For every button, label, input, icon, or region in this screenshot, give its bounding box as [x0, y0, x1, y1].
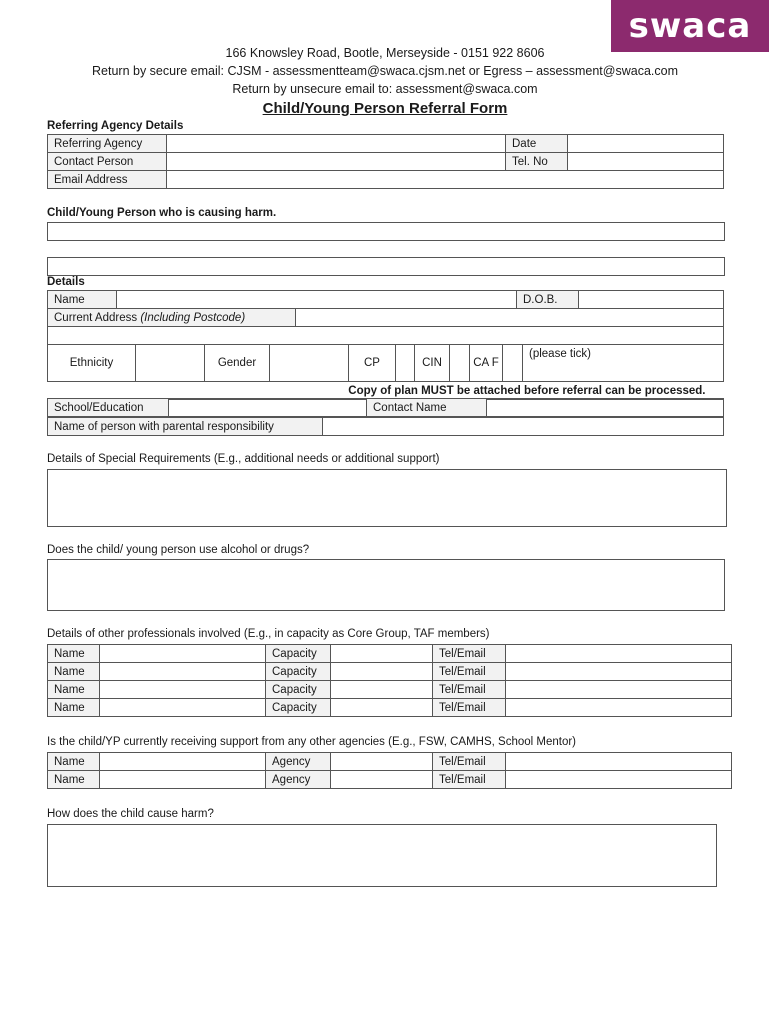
address-field-2[interactable] [48, 327, 724, 345]
contact-name-field[interactable] [487, 399, 724, 417]
details-heading: Details [47, 276, 85, 288]
prof-capacity-label: Capacity [266, 681, 331, 699]
harm-textarea[interactable] [47, 824, 717, 887]
address-line: 166 Knowsley Road, Bootle, Merseyside - 0151 922 8606 [225, 46, 545, 60]
prof-name-label: Name [48, 699, 100, 717]
harm-label: How does the child cause harm? [47, 808, 214, 820]
unsecure-email-line: Return by unsecure email to: assessment@swaca.com [232, 82, 538, 96]
prof-tel-field[interactable] [506, 663, 732, 681]
professional-row [48, 663, 732, 681]
prof-tel-label: Tel/Email [433, 681, 506, 699]
tel-field[interactable] [568, 153, 724, 171]
name-field[interactable] [117, 291, 517, 309]
prof-capacity-label: Capacity [266, 645, 331, 663]
prof-tel-field[interactable] [506, 699, 732, 717]
tel-label: Tel. No [506, 153, 568, 171]
cp-label: CP [349, 345, 396, 382]
agency-name-label: Name [48, 771, 100, 789]
referring-heading: Referring Agency Details [47, 120, 184, 132]
caf-label: CA F [470, 345, 503, 382]
address-hint: (Including Postcode) [140, 311, 246, 324]
parent-field[interactable] [323, 418, 724, 436]
gender-label: Gender [205, 345, 270, 382]
agency-label: Agency [266, 753, 331, 771]
agency-tel-label: Tel/Email [433, 753, 506, 771]
dob-label: D.O.B. [517, 291, 579, 309]
email-field[interactable] [167, 171, 724, 189]
school-field[interactable] [169, 399, 367, 417]
details-name-table [47, 290, 724, 309]
alcohol-textarea[interactable] [47, 559, 725, 611]
prof-name-field[interactable] [100, 645, 266, 663]
parent-label: Name of person with parental responsibility [48, 418, 323, 436]
school-label: School/Education [48, 399, 169, 417]
secure-email-line: Return by secure email: CJSM - assessmentteam@swaca.cjsm.net or Egress – assessment@swaca.com [92, 64, 678, 78]
prof-tel-label: Tel/Email [433, 645, 506, 663]
agencies-table [47, 752, 732, 789]
caf-checkbox[interactable] [503, 345, 523, 382]
plan-note: Copy of plan MUST be attached before referral can be processed. [48, 382, 724, 400]
address-label-text: Current Address [54, 311, 138, 324]
prof-capacity-label: Capacity [266, 699, 331, 717]
harm-person-field-1[interactable] [47, 222, 725, 241]
prof-name-label: Name [48, 645, 100, 663]
parent-table [47, 417, 724, 436]
prof-name-field[interactable] [100, 663, 266, 681]
professional-row [48, 645, 732, 663]
agency-name-field[interactable] [100, 753, 266, 771]
form-title: Child/Young Person Referral Form [262, 100, 508, 117]
contact-person-label: Contact Person [48, 153, 167, 171]
prof-name-label: Name [48, 663, 100, 681]
prof-capacity-field[interactable] [331, 681, 433, 699]
prof-capacity-field[interactable] [331, 663, 433, 681]
professional-row [48, 699, 732, 717]
date-label: Date [506, 135, 568, 153]
prof-capacity-label: Capacity [266, 663, 331, 681]
special-label: Details of Special Requirements (E.g., additional needs or additional support) [47, 453, 440, 465]
prof-tel-field[interactable] [506, 681, 732, 699]
ethnicity-table [47, 344, 724, 400]
alcohol-label: Does the child/ young person use alcohol or drugs? [47, 544, 310, 556]
prof-capacity-field[interactable] [331, 699, 433, 717]
prof-tel-field[interactable] [506, 645, 732, 663]
school-table [47, 398, 724, 417]
cin-checkbox[interactable] [450, 345, 470, 382]
harm-person-field-2[interactable] [47, 257, 725, 276]
address-label [48, 309, 296, 327]
swaca-logo: swaca [611, 0, 769, 52]
agency-row [48, 753, 732, 771]
agencies-label: Is the child/YP currently receiving support from any other agencies (E.g., FSW, CAMHS, School Mentor) [47, 736, 577, 748]
dob-field[interactable] [579, 291, 724, 309]
agency-tel-field[interactable] [506, 753, 732, 771]
contact-person-field[interactable] [167, 153, 506, 171]
agency-field[interactable] [331, 771, 433, 789]
referring-agency-field[interactable] [167, 135, 506, 153]
cp-checkbox[interactable] [396, 345, 415, 382]
details-address-table [47, 308, 724, 345]
prof-name-field[interactable] [100, 681, 266, 699]
ethnicity-label: Ethnicity [48, 345, 136, 382]
cin-label: CIN [415, 345, 450, 382]
agency-row [48, 771, 732, 789]
email-label: Email Address [48, 171, 167, 189]
prof-name-field[interactable] [100, 699, 266, 717]
contact-name-label: Contact Name [367, 399, 487, 417]
special-textarea[interactable] [47, 469, 727, 527]
agency-field[interactable] [331, 753, 433, 771]
agency-label: Agency [266, 771, 331, 789]
ethnicity-field[interactable] [136, 345, 205, 382]
gender-field[interactable] [270, 345, 349, 382]
agency-name-label: Name [48, 753, 100, 771]
please-tick-label: (please tick) [523, 345, 724, 382]
professionals-label: Details of other professionals involved (E.g., in capacity as Core Group, TAF members) [47, 628, 490, 640]
prof-tel-label: Tel/Email [433, 699, 506, 717]
professionals-table [47, 644, 732, 717]
agency-tel-field[interactable] [506, 771, 732, 789]
prof-name-label: Name [48, 681, 100, 699]
prof-tel-label: Tel/Email [433, 663, 506, 681]
name-label: Name [48, 291, 117, 309]
date-field[interactable] [568, 135, 724, 153]
referring-table [47, 134, 724, 189]
address-field[interactable] [296, 309, 724, 327]
prof-capacity-field[interactable] [331, 645, 433, 663]
agency-tel-label: Tel/Email [433, 771, 506, 789]
harm-person-heading: Child/Young Person who is causing harm. [47, 207, 277, 219]
referring-agency-label: Referring Agency [48, 135, 167, 153]
professional-row [48, 681, 732, 699]
agency-name-field[interactable] [100, 771, 266, 789]
